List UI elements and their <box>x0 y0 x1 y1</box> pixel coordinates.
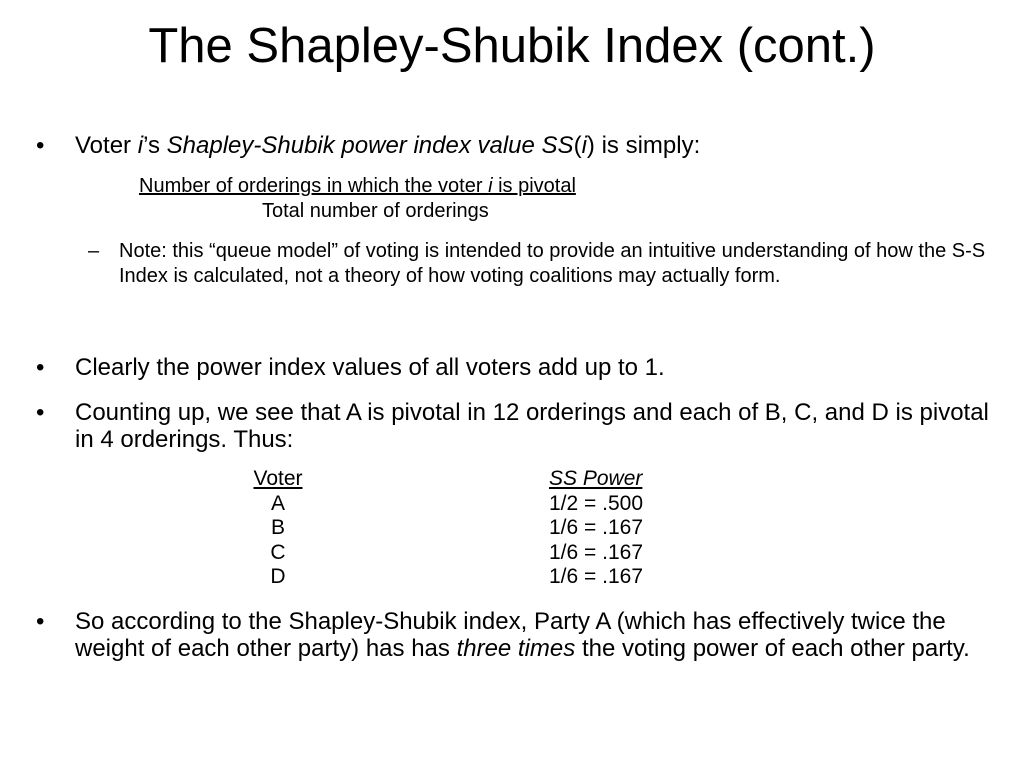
text-run: Number of orderings in which the voter <box>139 175 489 197</box>
table-cell-voter: B <box>270 516 285 539</box>
table-cell-voter: C <box>270 540 286 564</box>
bullet-marker: • <box>36 608 45 635</box>
table-power-column <box>549 467 643 590</box>
italic-voter-var: i <box>137 132 144 159</box>
fraction-numerator <box>139 175 576 198</box>
text-run: Voter <box>75 132 138 159</box>
fraction-denominator: Total number of orderings <box>262 200 489 222</box>
italic-term: Shapley-Shubik power index value SS <box>166 132 574 159</box>
bullet-conclusion <box>75 608 995 662</box>
bullet-definition <box>75 132 995 159</box>
table-cell-power: 1/6 = .167 <box>549 565 643 588</box>
bullet-marker: • <box>36 354 45 381</box>
sub-bullet-marker: – <box>88 240 100 262</box>
text-run: ( <box>573 132 582 159</box>
italic-header: SS Power <box>549 467 643 490</box>
table-cell-power: 1/6 = .167 <box>549 516 643 539</box>
slide-title: The Shapley-Shubik Index (cont.) <box>148 19 876 73</box>
bullet-marker: • <box>36 132 45 159</box>
bullet-sum-to-one: Clearly the power index values of all voters add up to 1. <box>75 354 665 381</box>
italic-emphasis: three times <box>456 635 576 662</box>
sub-bullet-note: Note: this “queue model” of voting is intended to provide an intuitive understanding of how the S-S Index is calculated, not a theory of how voting coalitions may actually form. <box>119 240 986 287</box>
table-cell-voter: A <box>270 491 285 515</box>
table-cell-power: 1/2 = .500 <box>549 491 643 515</box>
table-voter-column <box>238 467 318 590</box>
text-run: is pivotal <box>492 175 576 197</box>
table-cell-power: 1/6 = .167 <box>549 540 643 564</box>
table-header-power <box>549 467 643 492</box>
text-run: the voting power of each other party. <box>575 635 970 662</box>
text-run: ) is simply: <box>586 132 701 159</box>
text-run: ’s <box>143 132 167 159</box>
italic-voter-var: i <box>581 132 587 159</box>
bullet-counting: Counting up, we see that A is pivotal in 12 orderings and each of B, C, and D is pivotal in 4 orderings. Thus: <box>75 399 989 453</box>
bullet-marker: • <box>36 399 45 426</box>
text-run: So according to the Shapley-Shubik index, Party A (which has effectively twice the weight of each other party) has has <box>75 608 946 662</box>
italic-voter-var: i <box>488 175 493 197</box>
table-header-voter: Voter <box>253 467 303 490</box>
table-cell-voter: D <box>270 565 286 588</box>
